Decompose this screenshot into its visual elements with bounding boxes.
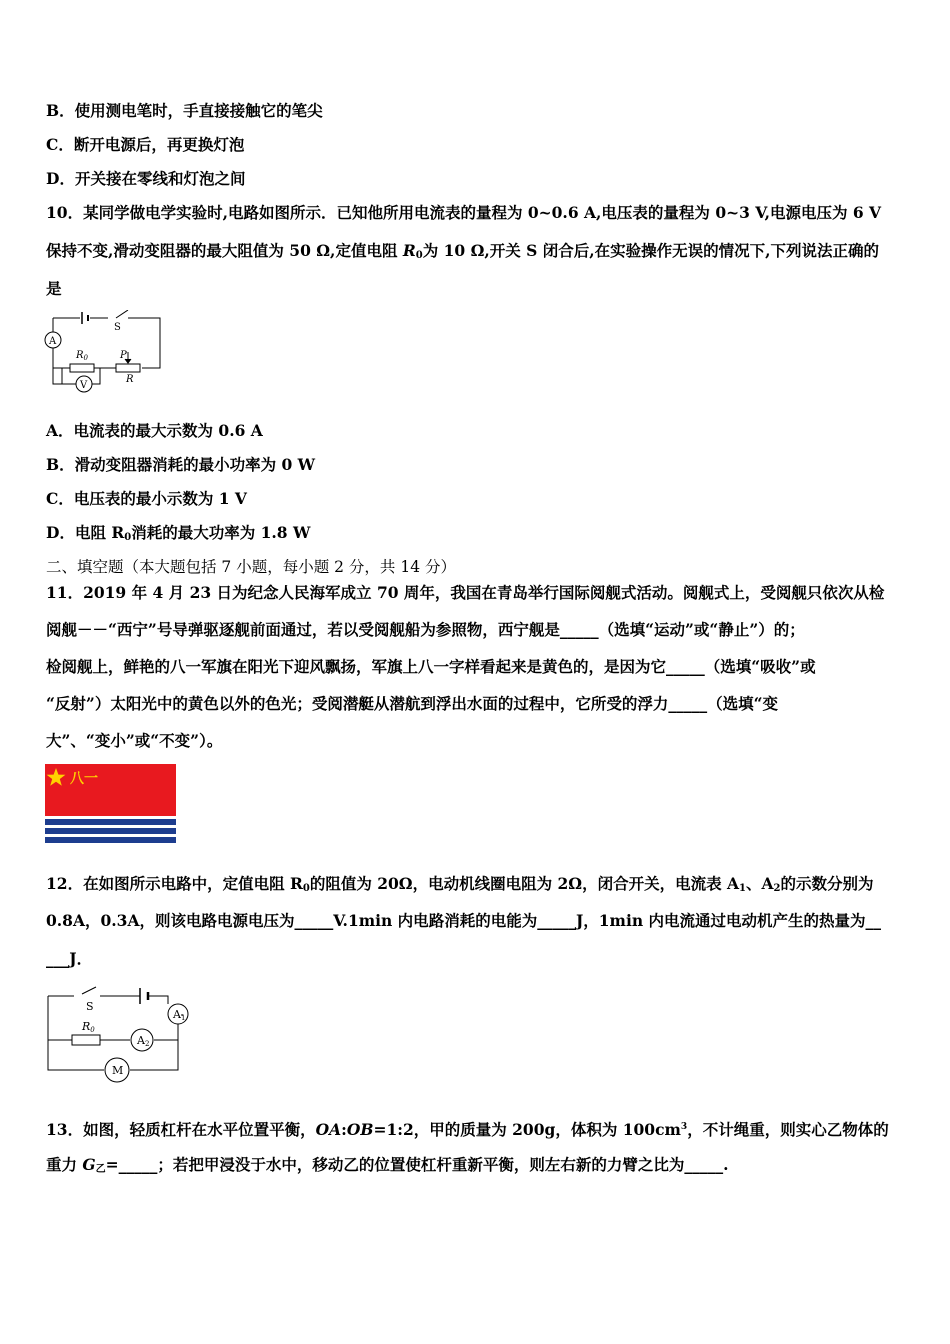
q9-option-c: C．断开电源后，再更换灯泡 bbox=[46, 135, 245, 154]
flag-blue-stripe-3 bbox=[45, 837, 176, 843]
q12-ammeter2-label: A2 bbox=[137, 1034, 150, 1048]
q12-motor-label: M bbox=[112, 1064, 124, 1077]
q10-stem-line2: 保持不变,滑动变阻器的最大阻值为 50 Ω,定值电阻 $R_0$为 10 Ω,开关 S 闭合后,在实验操作无误的情况下,下列说法正确的 bbox=[46, 241, 880, 261]
q11-line2: 阅舰－－“西宁”号导弹驱逐舰前面通过，若以受阅舰船为参照物，西宁舰是_____（选填“运动”或“静止”）的； bbox=[46, 620, 805, 639]
q12-line3: ___J． bbox=[46, 949, 93, 968]
q12-ammeter1-label: A1 bbox=[173, 1008, 186, 1022]
q11-line1: 11．2019 年 4 月 23 日为纪念人民海军成立 70 周年，我国在青岛举行国际阅舰式活动。阅舰式上，受阅舰只依次从检 bbox=[46, 583, 885, 602]
q11-naval-ensign-flag bbox=[45, 764, 176, 846]
flag-blue-stripe-2 bbox=[45, 828, 176, 834]
q10-option-b: B．滑动变阻器消耗的最小功率为 0 W bbox=[46, 455, 316, 474]
q10-stem-line1: 10．某同学做电学实验时,电路如图所示．已知他所用电流表的量程为 0~0.6 A,电压表的量程为 0~3 V,电源电压为 6 V bbox=[46, 203, 882, 222]
q10-circuit-diagram bbox=[44, 310, 168, 402]
q10-rheostat-label: R bbox=[126, 374, 134, 385]
q10-stem-line3: 是 bbox=[46, 279, 62, 298]
q12-line1: 12．在如图所示电路中，定值电阻 $R_0$的阻值为 20Ω，电动机线圈电阻为 2Ω，闭合开关，电流表 $A_1$、$A_2$的示数分别为 bbox=[46, 874, 874, 894]
q10-switch-label: S bbox=[114, 322, 121, 333]
q10-voltmeter-label: V bbox=[80, 380, 88, 391]
section-heading: 二、填空题（本大题包括 7 小题，每小题 2 分，共 14 分） bbox=[46, 558, 457, 576]
q13-line1: 13．如图，轻质杠杆在水平位置平衡，OA:OB=1:2，甲的质量为 200g，体积为 $100cm^3$，不计绳重，则实心乙物体的 bbox=[46, 1120, 889, 1140]
q12-r0-label: R0 bbox=[82, 1020, 95, 1034]
q11-line3: 检阅舰上，鲜艳的八一军旗在阳光下迎风飘扬，军旗上八一字样看起来是黄色的，是因为它_____（选填“吸收”或 bbox=[46, 657, 816, 676]
q13-line2: 重力 $G_乙=\_\_\_\_\_$；若把甲浸没于水中，移动乙的位置使杠杆重新平衡，则左右新的力臂之比为_____. bbox=[46, 1155, 729, 1175]
q9-option-b: B．使用测电笔时，手直接接触它的笔尖 bbox=[46, 101, 323, 120]
q10-r0-label: $R_0$ bbox=[76, 350, 88, 362]
q11-line5: 大”、“变小”或“不变”）。 bbox=[46, 731, 223, 750]
q9-option-d: D．开关接在零线和灯泡之间 bbox=[46, 169, 246, 188]
q10-ammeter-label: A bbox=[49, 336, 57, 347]
flag-blue-stripe-1 bbox=[45, 819, 176, 825]
flag-bayi-text: 八一 bbox=[70, 771, 98, 787]
q12-line2: 0.8A，0.3A，则该电路电源电压为_____V.1min 内电路消耗的电能为_____J，1min 内电流通过电动机产生的热量为__ bbox=[46, 911, 882, 930]
q10-option-c: C．电压表的最小示数为 1 V bbox=[46, 489, 247, 508]
q10-option-a: A．电流表的最大示数为 0.6 A bbox=[46, 421, 263, 440]
q12-circuit-diagram bbox=[44, 984, 200, 1088]
q11-line4: “反射”）太阳光中的黄色以外的色光；受阅潜艇从潜航到浮出水面的过程中，它所受的浮力_____（选填“变 bbox=[46, 694, 778, 713]
q12-switch-label: S bbox=[86, 1000, 94, 1013]
q10-slider-label: P bbox=[120, 350, 127, 361]
flag-red-field bbox=[45, 764, 176, 816]
q10-option-d: D．电阻 $R_0$消耗的最大功率为 1.8 W bbox=[46, 523, 311, 543]
